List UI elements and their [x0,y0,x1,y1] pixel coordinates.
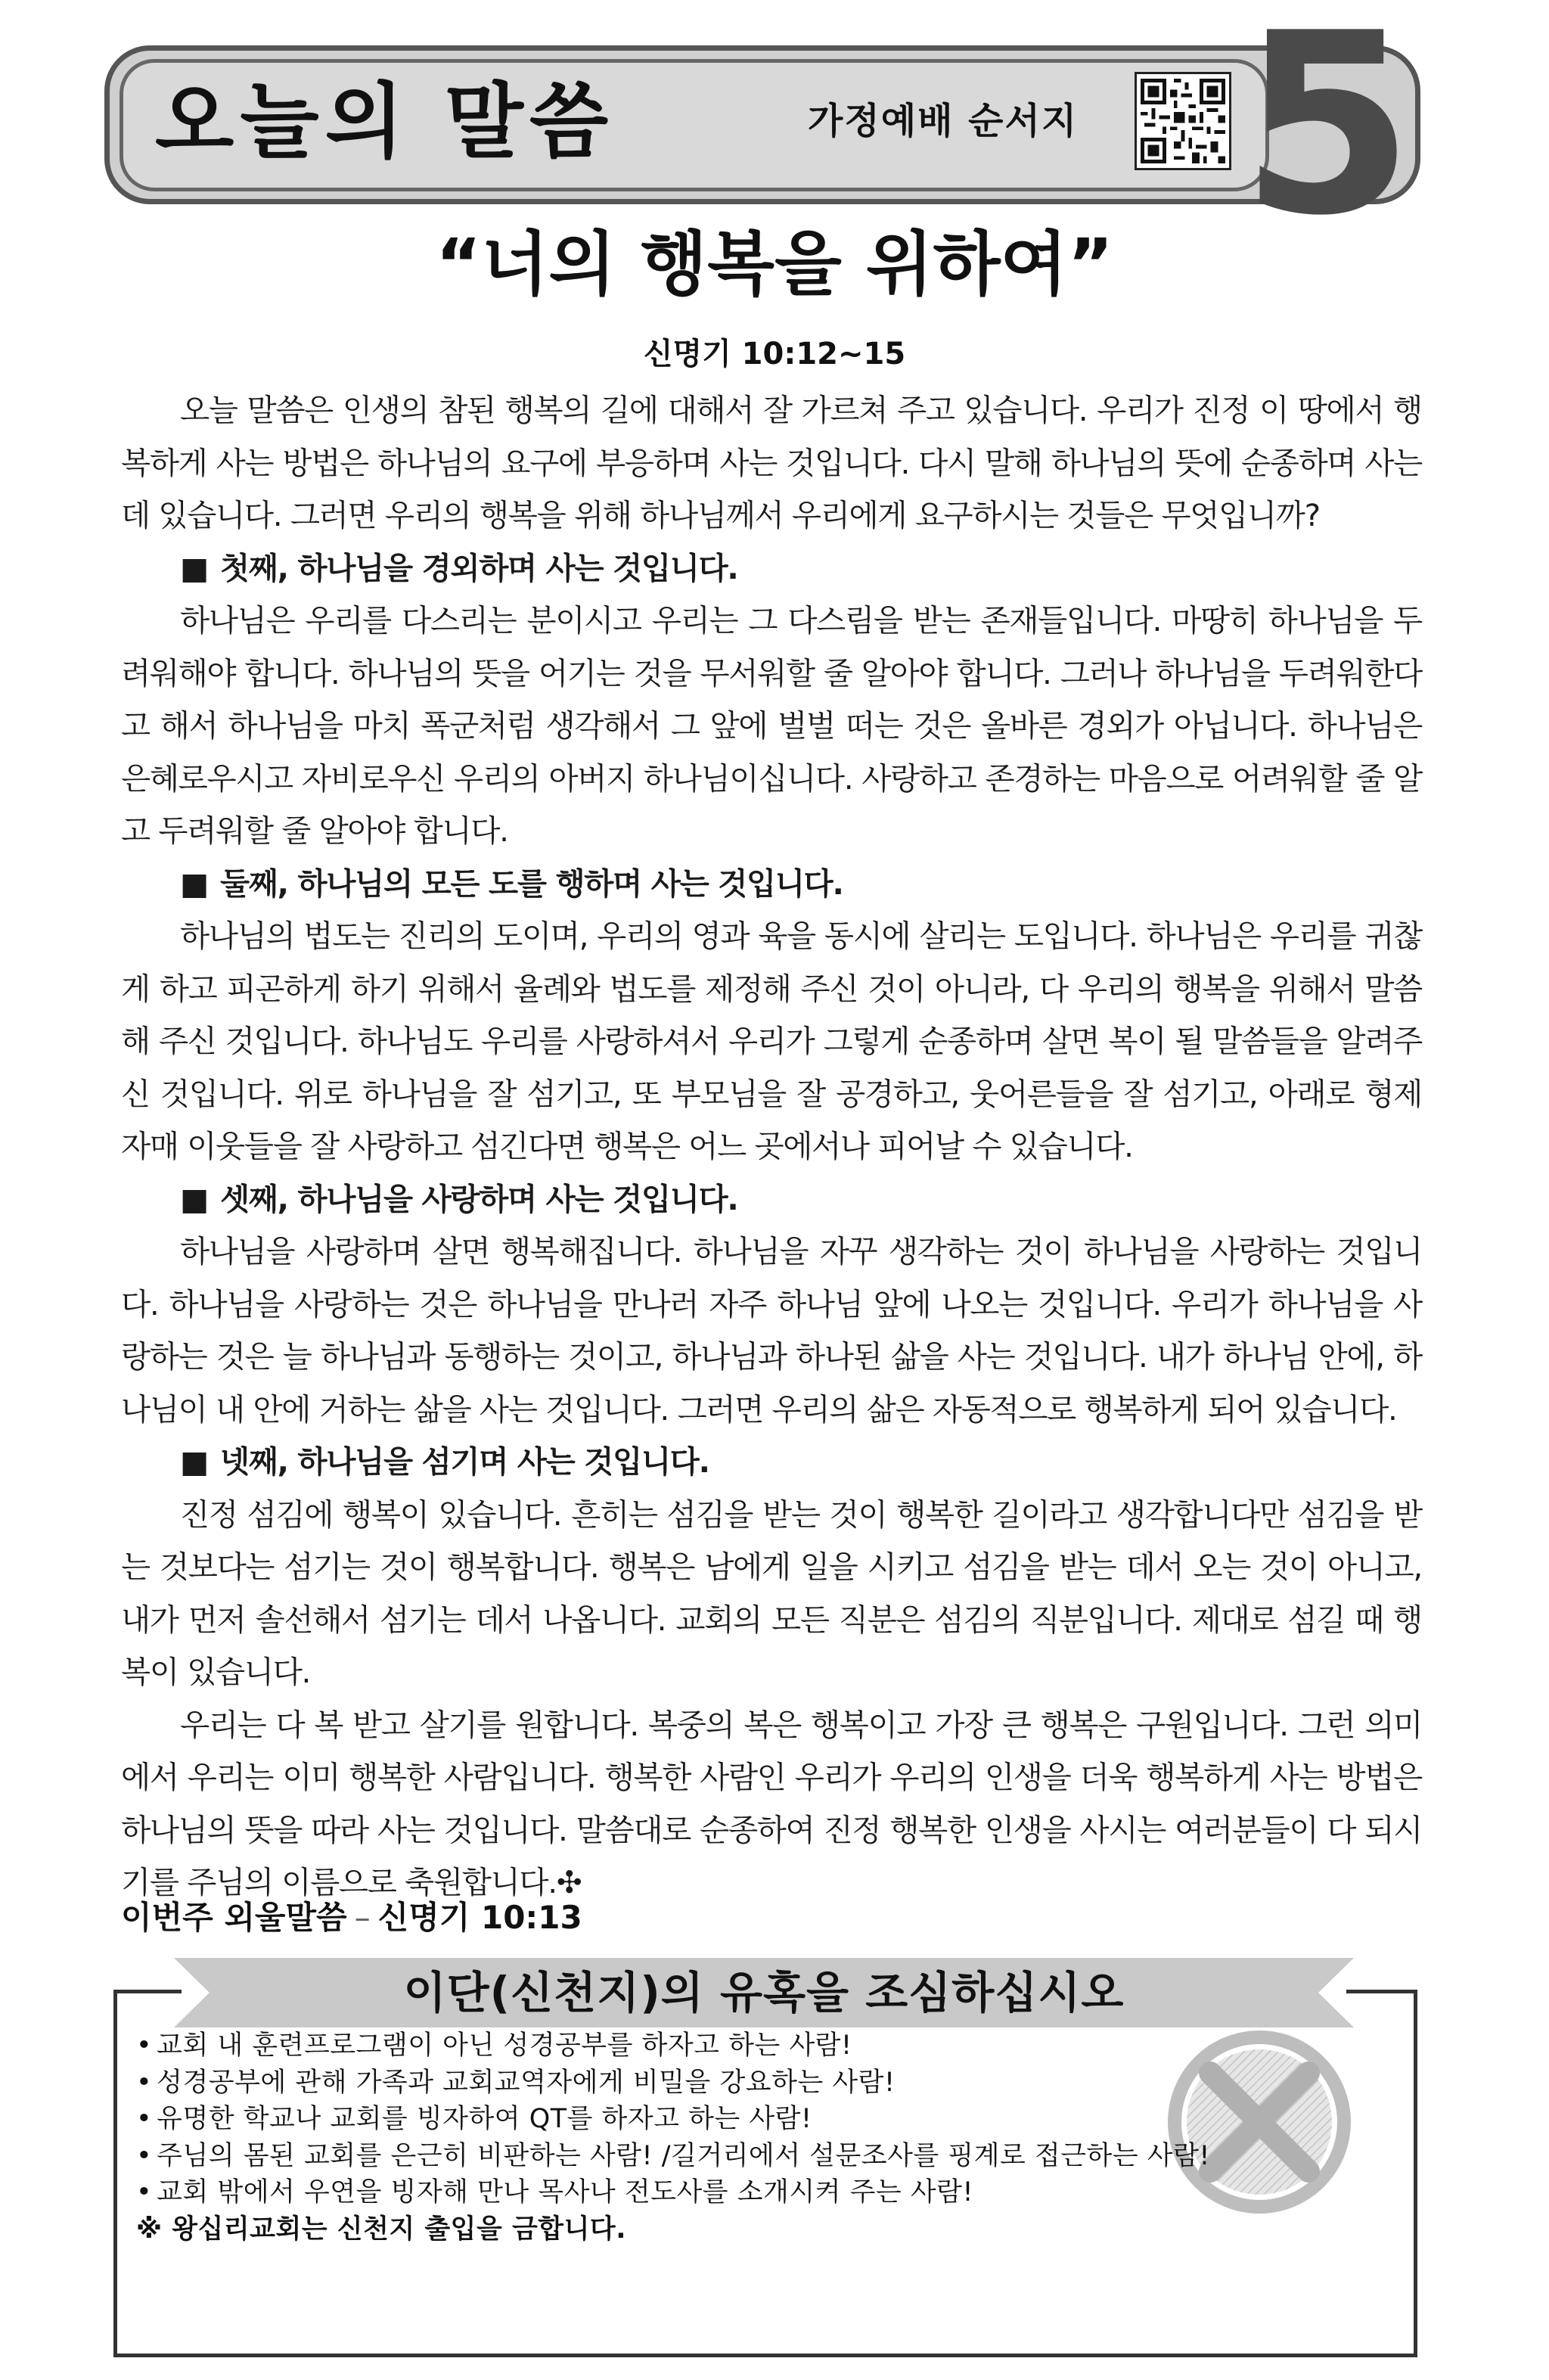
bullet-icon: • [136,2177,153,2208]
section-heading [121,1436,1422,1489]
warning-list [136,2027,1407,2248]
header-subtitle: 가정예배 순서지 [808,100,1079,142]
bullet-icon: • [136,2140,153,2171]
sermon-title: “너의 행복을 위하여” [436,224,1113,305]
warning-title: 이단(신천지)의 유혹을 조심하십시오 [403,1967,1125,2018]
memory-verse [121,1895,582,1940]
page-title: 오늘의 말씀 [155,75,615,169]
warning-item [136,2138,1407,2175]
square-bullet-icon: ■ [180,549,208,586]
sermon-body [121,384,1422,1909]
section-heading [121,542,1422,595]
scripture-reference: 신명기 10:12~15 [643,337,906,371]
warning-box-top-right-rule [1346,1990,1417,1993]
issue-number: 5 [1240,0,1407,270]
body-paragraph: 하나님의 법도는 진리의 도이며, 우리의 영과 육을 동시에 살리는 도입니다. 하나님은 우리를 귀찮게 하고 피곤하게 하기 위해서 율례와 법도를 제정해 주신 것이 아니라, 다 우리의 행복을 위해서 말씀해 주신 것입니다. 하나님도 우리를 사랑하셔서 우리가 그렇게 순종하며 살면 복이 될 말씀들을 알려주신 것입니다. 위로 하나님을 잘 섬기고, 또 부모님을 잘 공경하고, 웃어른들을 잘 섬기고, 아래로 형제 자매 이웃들을 잘 사랑하고 섬긴다면 행복은 어느 곳에서나 피어날 수 있습니다. [121,918,1422,1164]
section-heading-text: 둘째, 하나님의 모든 도를 행하며 사는 것입니다. [219,865,843,902]
section-heading-text: 넷째, 하나님을 섬기며 사는 것입니다. [219,1443,709,1480]
warning-item-text: 교회 내 훈련프로그램이 아닌 성경공부를 하자고 하는 사람! [157,2030,852,2061]
warning-item [136,2174,1407,2211]
body-paragraph: 하나님은 우리를 다스리는 분이시고 우리는 그 다스림을 받는 존재들입니다. 마땅히 하나님을 두려워해야 합니다. 하나님의 뜻을 어기는 것을 무서워할 줄 알아야 합니다. 그러나 하나님을 두려워한다고 해서 하나님을 마치 폭군처럼 생각해서 그 앞에 벌벌 떠는 것은 올바른 경외가 아닙니다. 하나님은 은혜로우시고 자비로우신 우리의 아버지 하나님이십니다. 사랑하고 존경하는 마음으로 어려워할 줄 알고 두려워할 줄 알아야 합니다. [121,602,1423,849]
warning-item-text: 주님의 몸된 교회를 은근히 비판하는 사람! /길거리에서 설문조사를 핑계로 접근하는 사람! [157,2140,1210,2171]
memory-verse-dash: – [354,1899,371,1936]
bullet-icon: • [136,2104,153,2134]
warning-item-text: 유명한 학교나 교회를 빙자하여 QT를 하자고 하는 사람! [157,2104,812,2134]
warning-note: ※ 왕십리교회는 신천지 출입을 금합니다. [136,2214,627,2245]
memory-verse-label: 이번주 외울말씀 [121,1899,347,1936]
warning-item [136,2065,1407,2102]
body-paragraph: 하나님을 사랑하며 살면 행복해집니다. 하나님을 자꾸 생각하는 것이 하나님을 사랑하는 것입니다. 하나님을 사랑하는 것은 하나님을 만나러 자주 하나님 앞에 나오는 것입니다. 우리가 하나님을 사랑하는 것은 늘 하나님과 동행하는 것이고, 하나님과 하나된 삶을 사는 것입니다. 내가 하나님 안에, 하나님이 내 안에 거하는 삶을 사는 것입니다. 그러면 우리의 삶은 자동적으로 행복하게 되어 있습니다. [121,1233,1423,1428]
qr-code-icon[interactable] [1135,72,1231,170]
body-paragraph: 우리는 다 복 받고 살기를 원합니다. 복중의 복은 행복이고 가장 큰 행복은 구원입니다. 그런 의미에서 우리는 이미 행복한 사람입니다. 행복한 사람인 우리가 우리의 인생을 더욱 행복하게 사는 방법은 하나님의 뜻을 따라 사는 것입니다. 말씀대로 순종하여 진정 행복한 인생을 사시는 여러분들이 다 되시기를 주님의 이름으로 축원합니다.✣ [121,1706,1422,1900]
body-paragraph: 오늘 말씀은 인생의 참된 행복의 길에 대해서 잘 가르쳐 주고 있습니다. 우리가 진정 이 땅에서 행복하게 사는 방법은 하나님의 요구에 부응하며 사는 것입니다. 다시 말해 하나님의 뜻에 순종하며 사는 데 있습니다. 그러면 우리의 행복을 위해 하나님께서 우리에게 요구하시는 것들은 무엇입니까? [121,392,1422,533]
bullet-icon: • [136,2030,153,2061]
section-heading [121,858,1422,911]
warning-item [136,2101,1407,2138]
warning-item [136,2027,1407,2065]
section-heading [121,1173,1422,1226]
body-paragraph: 진정 섬김에 행복이 있습니다. 흔히는 섬김을 받는 것이 행복한 길이라고 생각합니다만 섬김을 받는 것보다는 섬기는 것이 행복합니다. 행복은 남에게 일을 시키고 섬김을 받는 데서 오는 것이 아니고, 내가 먼저 솔선해서 섬기는 데서 나옵니다. 교회의 모든 직분은 섬김의 직분입니다. 제대로 섬길 때 행복이 있습니다. [121,1496,1422,1690]
bullet-icon: • [136,2067,153,2098]
warning-box-top-left-rule [113,1990,182,1993]
square-bullet-icon: ■ [180,865,208,902]
warning-item-text: 성경공부에 관해 가족과 교회교역자에게 비밀을 강요하는 사람! [157,2067,896,2098]
section-heading-text: 셋째, 하나님을 사랑하며 사는 것입니다. [219,1180,738,1217]
warning-item-text: 교회 밖에서 우연을 빙자해 만나 목사나 전도사를 소개시켜 주는 사람! [157,2177,973,2208]
memory-verse-reference: 신명기 10:13 [377,1899,582,1936]
square-bullet-icon: ■ [180,1443,208,1480]
square-bullet-icon: ■ [180,1180,208,1217]
section-heading-text: 첫째, 하나님을 경외하며 사는 것입니다. [219,549,738,586]
